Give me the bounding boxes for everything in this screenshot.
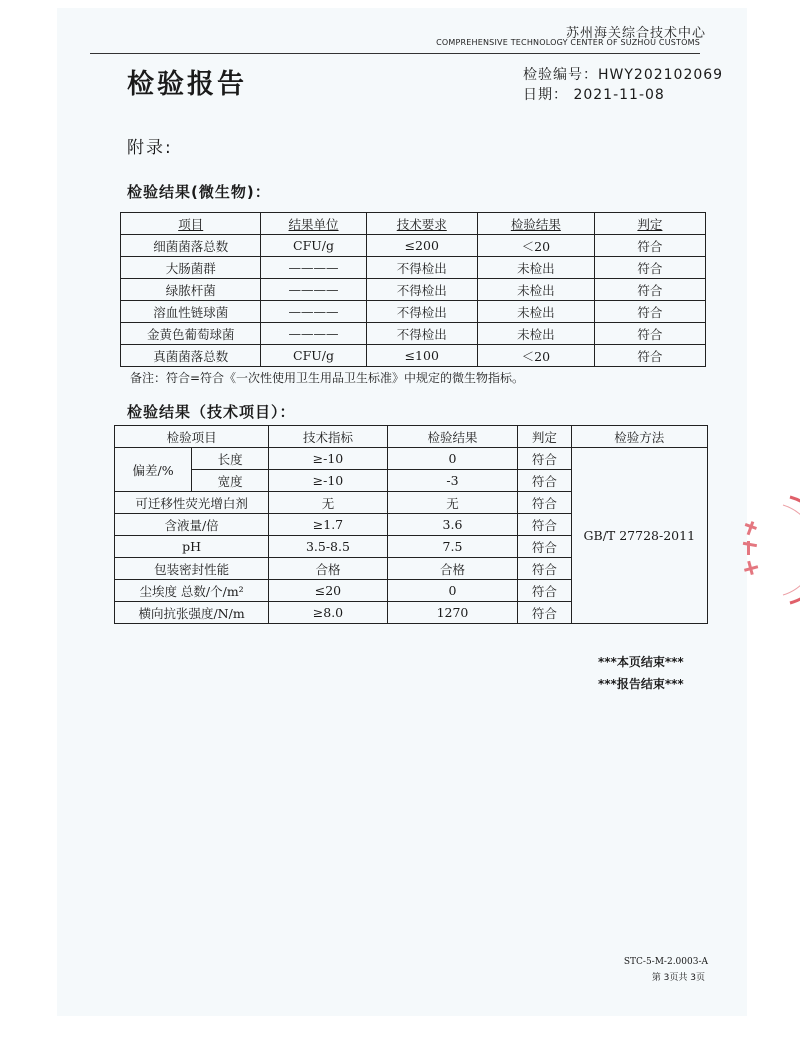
table-row: [115, 448, 708, 470]
table-cell: 符合: [594, 235, 705, 257]
table-cell: 符合: [518, 558, 571, 580]
table-cell: ≤20: [269, 580, 388, 602]
appendix-label: 附录:: [127, 138, 173, 158]
table-cell: 尘埃度 总数/个/m²: [115, 580, 269, 602]
table-cell: 3.6: [387, 514, 517, 536]
deviation-group-label: 偏差/%: [115, 448, 192, 492]
table-cell: 溶血性链球菌: [121, 301, 261, 323]
table-cell: 宽度: [192, 470, 269, 492]
tech-results-table: [114, 425, 708, 624]
table-cell: 符合: [594, 323, 705, 345]
table-row: [121, 257, 706, 279]
table-cell: 未检出: [477, 279, 594, 301]
micro-note: 备注：符合=符合《一次性使用卫生用品卫生标准》中规定的微生物指标。: [130, 371, 525, 385]
org-name-cn: 苏州海关综合技术中心: [565, 26, 706, 41]
page-number: 第 3页共 3页: [651, 973, 705, 983]
table-header-row: [121, 213, 706, 235]
table-cell: 不得检出: [366, 323, 477, 345]
table-cell: -3: [387, 470, 517, 492]
table-cell: 符合: [518, 470, 571, 492]
table-cell: 绿脓杆菌: [121, 279, 261, 301]
table-cell: 包装密封性能: [115, 558, 269, 580]
table-cell: 可迁移性荧光增白剂: [115, 492, 269, 514]
table-cell: ≤100: [366, 345, 477, 367]
table-cell: 符合: [594, 345, 705, 367]
report-date: 日期： 2021-11-08: [523, 87, 665, 103]
micro-results-table: [120, 212, 706, 367]
table-cell: ————: [261, 301, 366, 323]
table-cell: 合格: [387, 558, 517, 580]
table-cell: 含液量/倍: [115, 514, 269, 536]
table-cell: CFU/g: [261, 345, 366, 367]
table-cell: 符合: [518, 602, 571, 624]
table-cell: 不得检出: [366, 301, 477, 323]
org-name-en: COMPREHENSIVE TECHNOLOGY CENTER OF SUZHOU CUSTOMS: [436, 38, 700, 47]
tech-section-title: 检验结果（技术项目）：: [127, 403, 296, 421]
test-method: GB/T 27728-2011: [571, 448, 707, 624]
page-end-marker: ***本页结束***: [598, 655, 684, 669]
table-cell: 未检出: [477, 323, 594, 345]
table-cell: 未检出: [477, 257, 594, 279]
table-row: [121, 279, 706, 301]
col-header: 检验方法: [571, 426, 707, 448]
table-cell: 真菌菌落总数: [121, 345, 261, 367]
table-cell: 0: [387, 580, 517, 602]
table-cell: ————: [261, 323, 366, 345]
col-header: 判定: [594, 213, 705, 235]
table-cell: 无: [269, 492, 388, 514]
table-row: [121, 323, 706, 345]
table-cell: 未检出: [477, 301, 594, 323]
official-seal-icon: [735, 495, 800, 605]
col-header: 技术指标: [269, 426, 388, 448]
header-divider: [90, 53, 700, 54]
table-cell: 0: [387, 448, 517, 470]
report-number: 检验编号：HWY202102069: [523, 67, 724, 83]
table-cell: 符合: [518, 536, 571, 558]
table-cell: ≤200: [366, 235, 477, 257]
col-header: 项目: [121, 213, 261, 235]
micro-section-title: 检验结果(微生物)：: [127, 183, 271, 201]
report-end-marker: ***报告结束***: [598, 677, 684, 691]
col-header: 判定: [518, 426, 571, 448]
table-cell: ＜20: [477, 345, 594, 367]
table-cell: ＜20: [477, 235, 594, 257]
table-cell: 符合: [594, 257, 705, 279]
table-cell: 符合: [518, 580, 571, 602]
col-header: 检验项目: [115, 426, 269, 448]
table-cell: 符合: [594, 301, 705, 323]
table-cell: ≥-10: [269, 448, 388, 470]
table-cell: ————: [261, 257, 366, 279]
table-row: [121, 301, 706, 323]
doc-code: STC-5-M-2.0003-A: [623, 957, 708, 967]
table-cell: 1270: [387, 602, 517, 624]
table-cell: 符合: [518, 492, 571, 514]
table-cell: 不得检出: [366, 257, 477, 279]
table-cell: 长度: [192, 448, 269, 470]
table-cell: 合格: [269, 558, 388, 580]
table-cell: 无: [387, 492, 517, 514]
table-header-row: [115, 426, 708, 448]
report-title: 检验报告: [127, 69, 247, 100]
table-cell: 横向抗张强度/N/m: [115, 602, 269, 624]
table-cell: ————: [261, 279, 366, 301]
table-cell: 金黄色葡萄球菌: [121, 323, 261, 345]
table-cell: 大肠菌群: [121, 257, 261, 279]
table-cell: CFU/g: [261, 235, 366, 257]
table-cell: ≥-10: [269, 470, 388, 492]
table-cell: ≥8.0: [269, 602, 388, 624]
table-cell: 7.5: [387, 536, 517, 558]
col-header: 结果单位: [261, 213, 366, 235]
table-cell: 符合: [594, 279, 705, 301]
col-header: 检验结果: [387, 426, 517, 448]
col-header: 检验结果: [477, 213, 594, 235]
table-cell: 3.5-8.5: [269, 536, 388, 558]
table-row: [121, 345, 706, 367]
table-cell: 不得检出: [366, 279, 477, 301]
table-cell: 符合: [518, 448, 571, 470]
table-row: [121, 235, 706, 257]
table-cell: 细菌菌落总数: [121, 235, 261, 257]
table-cell: ≥1.7: [269, 514, 388, 536]
table-cell: 符合: [518, 514, 571, 536]
table-cell: pH: [115, 536, 269, 558]
col-header: 技术要求: [366, 213, 477, 235]
